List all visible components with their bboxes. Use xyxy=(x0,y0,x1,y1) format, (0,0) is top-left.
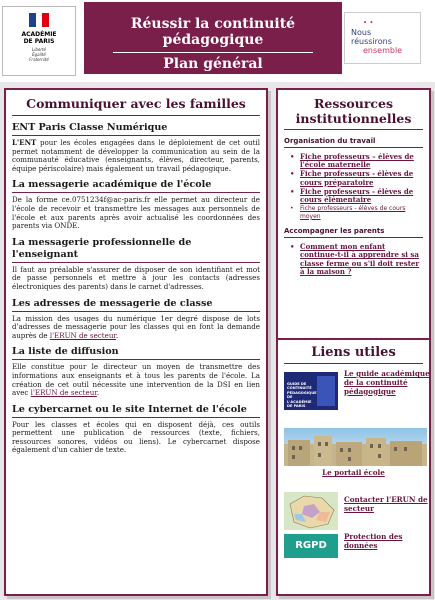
list-item[interactable]: • Fiche professeurs – élèves de l'école maternelle xyxy=(290,153,423,169)
academie-paris-logo: ACADÉMIE DE PARIS Liberté Égalité Fraternité xyxy=(2,6,76,76)
erun-map-thumbnail[interactable] xyxy=(284,492,338,530)
rgpd-link[interactable]: Protection des données xyxy=(344,532,403,550)
portail-ecole-thumbnail[interactable] xyxy=(284,428,427,466)
page-subtitle: Plan général xyxy=(163,56,263,72)
decorative-dots-icon: • • xyxy=(363,19,374,27)
page-header xyxy=(0,0,435,82)
parents-list xyxy=(284,243,423,276)
title-divider xyxy=(113,52,313,53)
section-messagerie-academique: La messagerie académique de l'école De la forme ce.0751234f@ac-paris.fr elle permet au directeur de l'école de recevoir et transmettre les messages aux personnels de l'école et aux parents après avoir actualisé les coordonnées des parents via ONDE. xyxy=(12,179,260,231)
section-ent: ENT Paris Classe Numérique L'ENT pour les écoles engagées dans le déploiement de cet outil permet notamment de développer la communication au sein de la communauté éducative (enseignants, élèves, directeur, parents, équipe périscolaire) mais également un travail pédagogique. xyxy=(12,122,260,173)
guide-thumbnail[interactable]: GUIDE DE CONTINUITÉ PÉDAGOGIQUE DE L'ACADÉMIE DE PARIS xyxy=(284,372,338,410)
section-adresses-classe: Les adresses de messagerie de classe La mission des usages du numérique 1er degré dispose de lots d'adresses de messagerie pour les classes qui en font la demande auprès de l'ERUN de secteur. xyxy=(12,297,260,340)
ressources-panel xyxy=(276,88,431,346)
erun-link[interactable]: l'ERUN de secteur xyxy=(49,330,117,340)
erun-link[interactable]: l'ERUN de secteur xyxy=(30,388,97,398)
organisation-heading: Organisation du travail xyxy=(284,137,423,148)
section-title: ENT Paris Classe Numérique xyxy=(12,122,260,136)
liens-utiles-panel xyxy=(276,338,431,596)
map-icon xyxy=(284,492,338,530)
panel-title: Ressources institutionnelles xyxy=(284,90,423,130)
communiquer-panel xyxy=(4,88,268,596)
list-item[interactable]: • Fiche professeurs - élèves de cours moyen xyxy=(290,205,423,220)
section-title: La liste de diffusion xyxy=(12,346,260,360)
french-flag-icon xyxy=(29,13,49,27)
parents-heading: Accompagner les parents xyxy=(284,227,423,238)
section-title: La messagerie académique de l'école xyxy=(12,179,260,193)
section-title: Les adresses de messagerie de classe xyxy=(12,298,260,312)
list-item[interactable]: • Fiche professeurs - élèves de cours préparatoire xyxy=(290,170,423,186)
page-title: Réussir la continuité pédagogique Plan général xyxy=(84,2,342,74)
section-liste-diffusion: La liste de diffusion Elle constitue pour le directeur un moyen de transmettre des informations aux enseignants et à tous les parents de l'école. La création de cet outil nécessite une intervention de la DSI en lien avec l'ERUN de secteur. xyxy=(12,346,260,398)
panel-title: Communiquer avec les familles xyxy=(12,90,260,116)
section-title: Le cybercarnet ou le site Internet de l'école xyxy=(12,404,260,418)
list-item[interactable]: • Fiche professeurs - élèves de cours élémentaire xyxy=(290,188,423,204)
erun-contact-link[interactable]: Contacter l'ERUN de secteur xyxy=(344,495,428,513)
list-item[interactable]: • Comment mon enfant continue-t-il à apprendre si sa classe ferme ou s'il doit rester à la maison ? xyxy=(290,243,423,276)
section-messagerie-professionnelle: La messagerie professionnelle de l'enseignant Il faut au préalable s'assurer de disposer de son identifiant et mot de passe personnels et mettre à jour les contacts (adresses électroniques des parents) dans le carnet d'adresses. xyxy=(12,236,260,291)
organisation-list xyxy=(284,153,423,220)
section-title: La messagerie professionnelle de l'enseignant xyxy=(12,237,260,263)
nous-reussirons-ensemble-logo: • • Nous réussirons ensemble xyxy=(344,12,421,64)
paris-skyline-icon xyxy=(284,428,427,466)
portail-ecole-link[interactable]: Le portail école xyxy=(322,468,385,477)
rgpd-thumbnail[interactable]: RGPD xyxy=(284,534,338,558)
guide-link[interactable]: Le guide académique de la continuité pédagogique xyxy=(344,369,430,396)
section-cybercarnet: Le cybercarnet ou le site Internet de l'école Pour les classes et écoles qui en disposent déjà, ces outils permettent une publication de ressources (texte, fichiers, ressources sonores, vidéos ou liens). Le cybercarnet dispose également d'un cahier de texte. xyxy=(12,403,260,455)
panel-title: Liens utiles xyxy=(284,340,423,364)
